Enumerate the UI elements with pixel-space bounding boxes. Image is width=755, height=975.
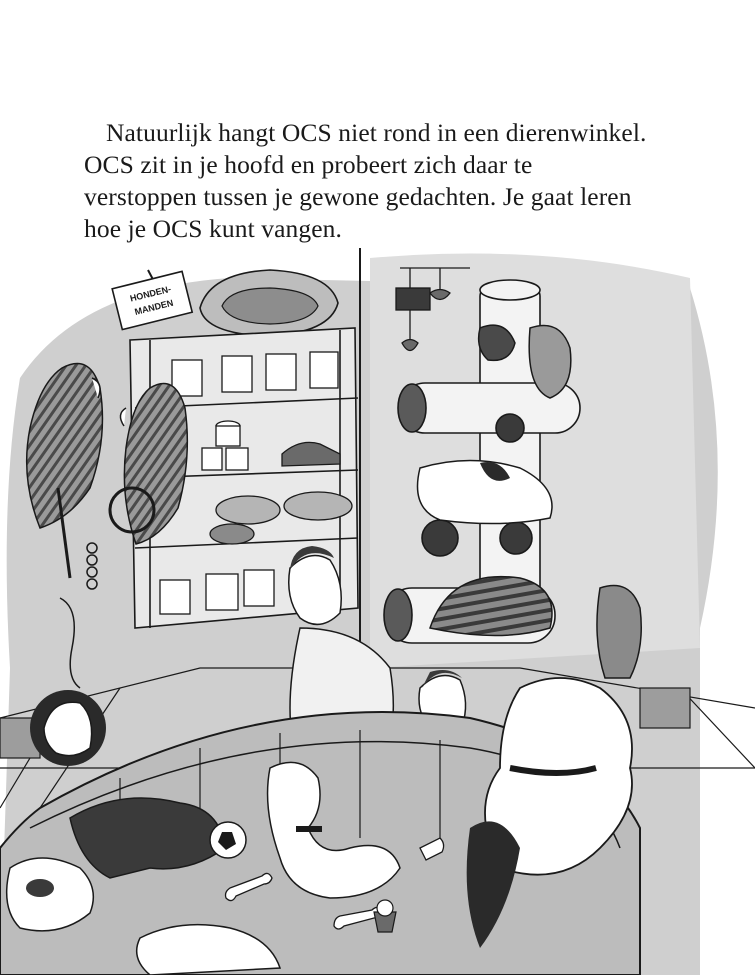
text-line: verstoppen tussen je gewone gedachten. Je gaat leren bbox=[84, 182, 632, 211]
cupcake-toy-icon bbox=[374, 900, 396, 932]
sign-line: HONDEN- bbox=[128, 283, 173, 304]
text-line: OCS zit in je hoofd en probeert zich daar te bbox=[84, 150, 533, 179]
child-figure bbox=[30, 690, 106, 766]
text-line: Natuurlijk hangt OCS niet rond in een dierenwinkel. bbox=[106, 118, 647, 147]
body-paragraph bbox=[84, 117, 704, 245]
pet-shop-illustration bbox=[0, 248, 755, 975]
dog-icon bbox=[7, 858, 94, 931]
text-line: hoe je OCS kunt vangen. bbox=[84, 214, 342, 243]
sign-line: MANDEN bbox=[133, 297, 175, 317]
